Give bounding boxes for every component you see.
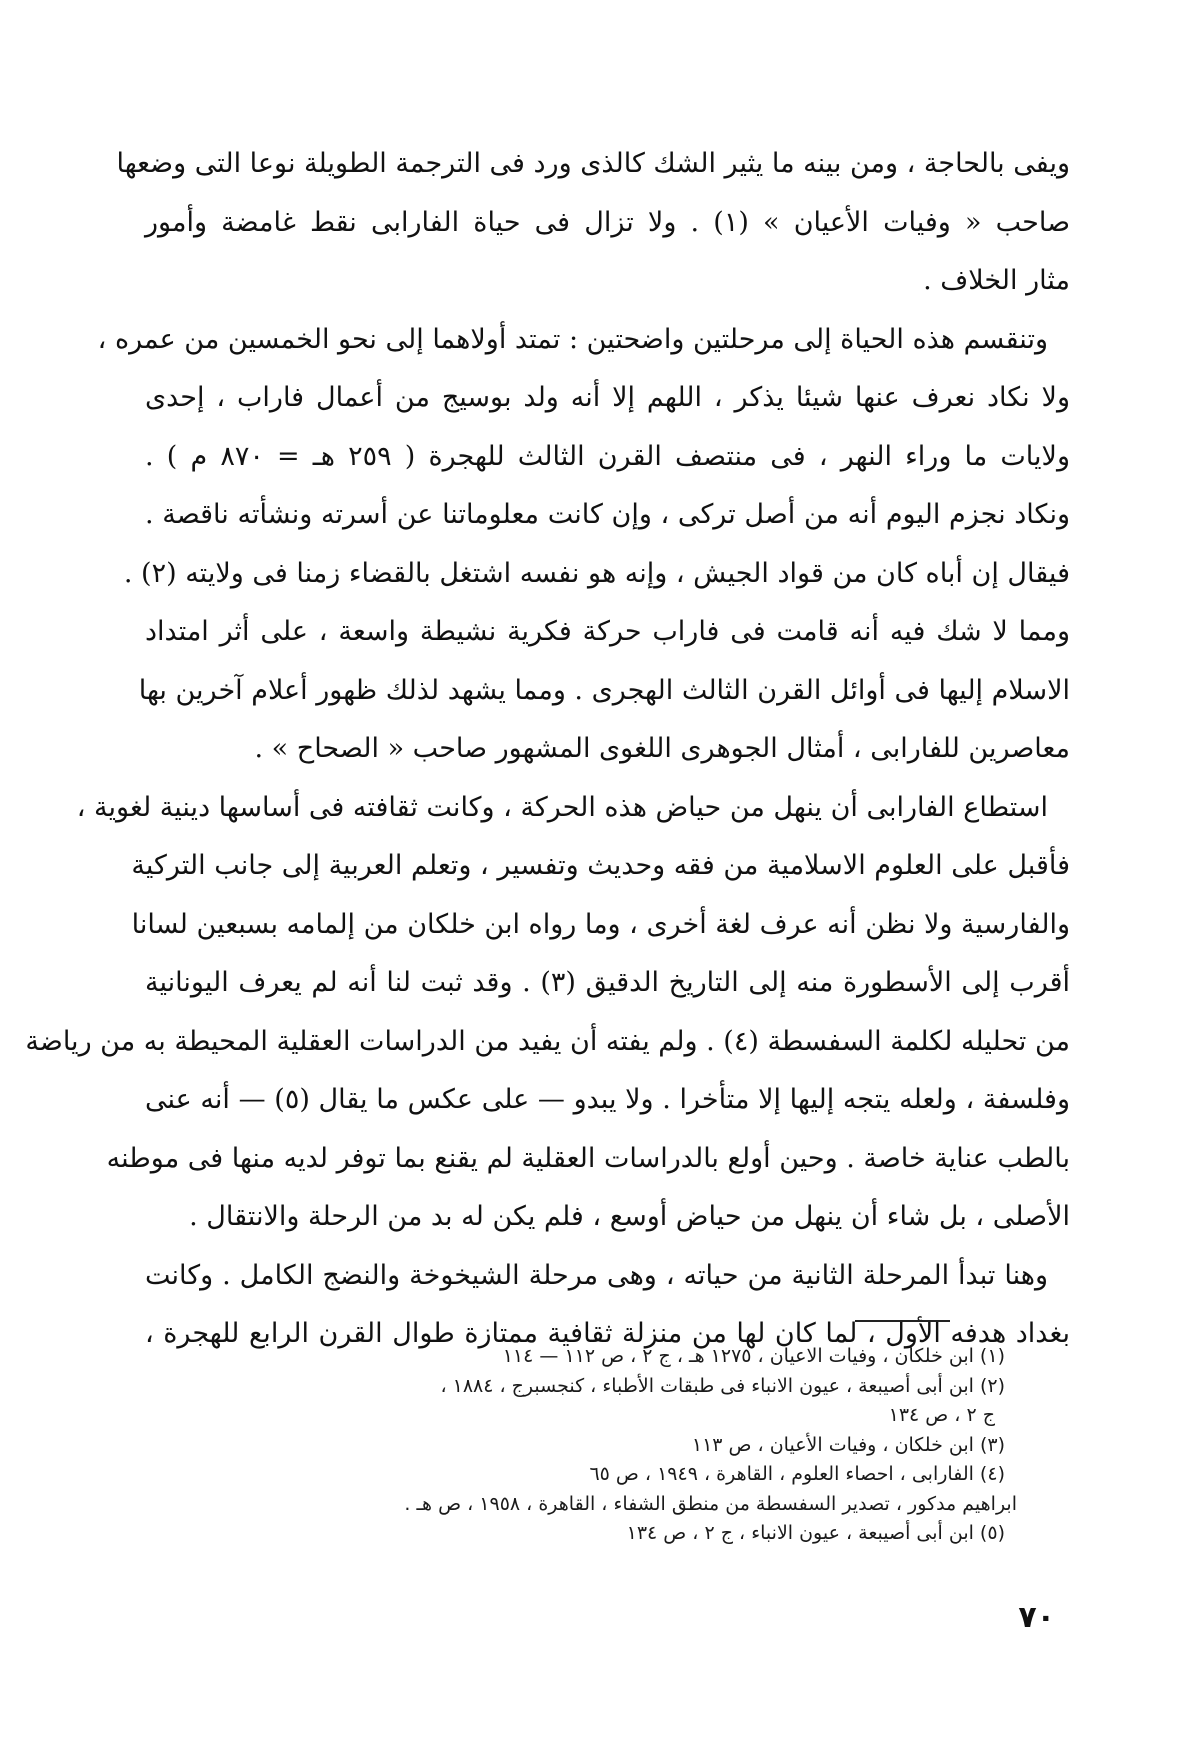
page-number: ٧٠	[1018, 1600, 1055, 1635]
text-line: معاصرين للفارابى ، أمثال الجوهرى اللغوى المشهور صاحب « الصحاح » .	[254, 733, 1070, 764]
text-line: صاحب « وفيات الأعيان » (١) . ولا تزال فى حياة الفارابى نقط غامضة وأمور	[145, 206, 1071, 238]
text-line: الأصلى ، بل شاء أن ينهل من حياض أوسع ، فلم يكن له بد من الرحلة والانتقال .	[189, 1201, 1070, 1232]
paragraph	[116, 135, 1071, 311]
text-line: ولايات ما وراء النهر ، فى منتصف القرن الثالث للهجرة ( ٢٥٩ هـ = ٨٧٠ م ) .	[145, 440, 1070, 472]
footnote-2: (٢) ابن أبى أصيبعة ، عيون الانباء فى طبقات الأطباء ، كنجسبرج ، ١٨٨٤ ،	[440, 1374, 1005, 1397]
text-line: ولا نكاد نعرف عنها شيئا يذكر ، اللهم إلا أنه ولد بوسيج من أعمال فاراب ، إحدى	[145, 382, 1070, 413]
text-line: وهنا تبدأ المرحلة الثانية من حياته ، وهى مرحلة الشيخوخة والنضج الكامل . وكانت	[145, 1259, 1048, 1291]
text-line: استطاع الفارابى أن ينهل من حياض هذه الحركة ، وكانت ثقافته فى أساسها دينية لغوية ،	[76, 791, 1048, 823]
text-line: مثار الخلاف .	[923, 265, 1070, 296]
footnote-4: (٤) الفارابى ، احصاء العلوم ، القاهرة ، ١٩٤٩ ، ص ٦٥	[589, 1463, 1005, 1485]
text-line: ونكاد نجزم اليوم أنه من أصل تركى ، وإن كانت معلوماتنا عن أسرته ونشأته ناقصة .	[145, 499, 1070, 530]
footnote-1: (١) ابن خلكان ، وفيات الاعيان ، ١٢٧٥ هـ ، ج ٢ ، ص ١١٢ — ١١٤	[502, 1345, 1005, 1367]
text-line: ويفى بالحاجة ، ومن بينه ما يثير الشك كالذى ورد فى الترجمة الطويلة نوعا التى وضعها	[116, 148, 1070, 179]
text-line: بالطب عناية خاصة . وحين أولع بالدراسات العقلية لم يقنع بما توفر لديه منها فى موطنه	[106, 1142, 1070, 1174]
text-line: أقرب إلى الأسطورة منه إلى التاريخ الدقيق (٣) . وقد ثبت لنا أنه لم يعرف اليونانية	[145, 967, 1070, 998]
text-line: فيقال إن أباه كان من قواد الجيش ، وإنه هو نفسه اشتغل بالقضاء زمنا فى ولايته (٢) .	[123, 557, 1070, 589]
footnotes	[120, 1342, 1017, 1549]
footnote-3: (٣) ابن خلكان ، وفيات الأعيان ، ص ١١٣	[691, 1433, 1005, 1456]
text-line: بغداد هدفه الأول ، لما كان لها من منزلة ثقافية ممتازة طوال القرن الرابع للهجرة ،	[145, 1318, 1070, 1349]
paragraph	[25, 779, 1070, 1247]
text-line: الاسلام إليها فى أوائل القرن الثالث الهجرى . ومما يشهد لذلك ظهور أعلام آخرين بها	[138, 674, 1070, 706]
body-text	[25, 135, 1071, 1364]
text-line: ومما لا شك فيه أنه قامت فى فاراب حركة فكرية نشيطة واسعة ، على أثر امتداد	[145, 616, 1070, 647]
footnote-divider	[855, 1320, 950, 1322]
text-line: من تحليله لكلمة السفسطة (٤) . ولم يفته أن يفيد من الدراسات العقلية المحيطة به من رياضة	[25, 1025, 1070, 1057]
footnote-5: (٥) ابن أبى أصيبعة ، عيون الانباء ، ج ٢ ، ص ١٣٤	[626, 1522, 1005, 1544]
paragraph	[97, 311, 1070, 779]
footnote-4-continued: ابراهيم مدكور ، تصدير السفسطة من منطق الشفاء ، القاهرة ، ١٩٥٨ ، ص هـ .	[404, 1492, 1017, 1515]
footnote-2-continued: ج ٢ ، ص ١٣٤	[888, 1404, 995, 1426]
text-line: وتنقسم هذه الحياة إلى مرحلتين واضحتين : تمتد أولاهما إلى نحو الخمسين من عمره ،	[97, 323, 1048, 355]
text-line: فأقبل على العلوم الاسلامية من فقه وحديث وتفسير ، وتعلم العربية إلى جانب التركية	[131, 850, 1070, 881]
text-line: وفلسفة ، ولعله يتجه إليها إلا متأخرا . ولا يبدو — على عكس ما يقال (٥) — أنه عنى	[145, 1084, 1070, 1115]
text-line: والفارسية ولا نظن أنه عرف لغة أخرى ، وما رواه ابن خلكان من إلمامه بسبعين لسانا	[131, 908, 1070, 940]
